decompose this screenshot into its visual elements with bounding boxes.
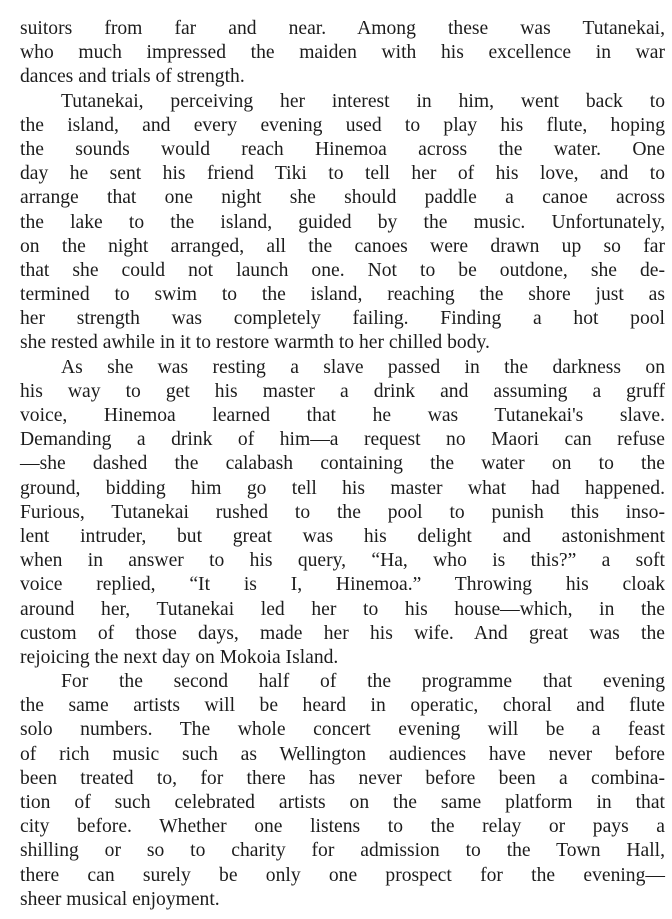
text-line: on the night arranged, all the canoes were drawn up so far xyxy=(20,235,665,257)
text-line: day he sent his friend Tiki to tell her of his love, and to xyxy=(20,163,665,185)
text-line: sheer musical enjoyment. xyxy=(20,888,220,910)
text-line: when in answer to his query, “Ha, who is this?” a soft xyxy=(20,550,665,572)
text-line: the same artists will be heard in operatic, choral and flute xyxy=(20,695,665,717)
text-line: solo numbers. The whole concert evening will be a feast xyxy=(20,719,665,741)
paragraph-tutanekai-flute xyxy=(20,90,665,356)
text-line: the sounds would reach Hinemoa across the water. One xyxy=(20,138,665,160)
text-line: dances and trials of strength. xyxy=(20,66,245,88)
text-line: arrange that one night she should paddle a canoe across xyxy=(20,187,665,209)
text-line: ground, bidding him go tell his master what had happened. xyxy=(20,477,665,499)
text-line: the lake to the island, guided by the music. Unfortunately, xyxy=(20,211,665,233)
text-line: Furious, Tutanekai rushed to the pool to punish this inso- xyxy=(20,501,665,523)
text-line: voice, Hinemoa learned that he was Tutanekai's slave. xyxy=(20,405,665,426)
text-line: For the second half of the programme that evening xyxy=(61,671,665,693)
text-line: termined to swim to the island, reaching the shore just as xyxy=(20,284,665,306)
text-line: been treated to, for there has never before been a combina- xyxy=(20,767,665,789)
text-line: that she could not launch one. Not to be outdone, she de- xyxy=(20,259,665,281)
text-line: Tutanekai, perceiving her interest in him, went back to xyxy=(61,90,665,112)
text-line: tion of such celebrated artists on the same platform in that xyxy=(20,792,665,813)
text-line: the island, and every evening used to play his flute, hoping xyxy=(20,114,665,136)
article-text xyxy=(20,17,665,912)
text-line: of rich music such as Wellington audiences have never before xyxy=(20,743,665,765)
text-line: lent intruder, but great was his delight and astonishment xyxy=(20,525,665,547)
text-line: his way to get his master a drink and assuming a gruff xyxy=(20,380,665,402)
text-line: there can surely be only one prospect for the evening— xyxy=(20,864,665,886)
text-line: suitors from far and near. Among these was Tutanekai, xyxy=(20,18,665,39)
text-line: voice replied, “It is I, Hinemoa.” Throwing his cloak xyxy=(20,574,665,596)
text-line: who much impressed the maiden with his excellence in war xyxy=(20,42,665,64)
paragraph-continuation xyxy=(20,17,665,90)
text-line: around her, Tutanekai led her to his house—which, in the xyxy=(20,598,665,620)
text-line: she rested awhile in it to restore warmth to her chilled body. xyxy=(20,332,490,354)
text-line: rejoicing the next day on Mokoia Island. xyxy=(20,646,339,668)
text-line: city before. Whether one listens to the relay or pays a xyxy=(20,816,665,838)
text-line: Demanding a drink of him—a request no Maori can refuse xyxy=(20,429,665,451)
paragraph-slave-encounter xyxy=(20,356,665,670)
text-line: shilling or so to charity for admission to the Town Hall, xyxy=(20,840,665,862)
text-line: custom of those days, made her his wife. And great was the xyxy=(20,622,665,644)
text-line: her strength was completely failing. Finding a hot pool xyxy=(20,308,665,330)
paragraph-programme-second-half xyxy=(20,670,665,912)
text-line: As she was resting a slave passed in the darkness on xyxy=(61,356,665,378)
text-line: —she dashed the calabash containing the water on to the xyxy=(20,453,665,475)
